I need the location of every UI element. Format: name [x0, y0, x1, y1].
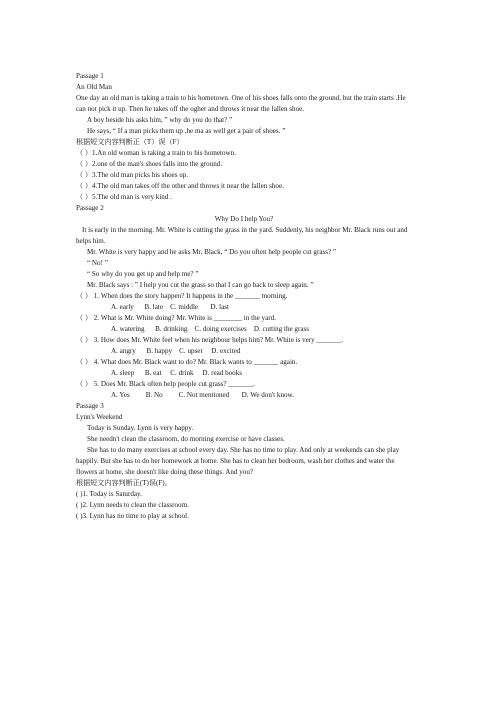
- passage-2-paragraph: Mr. Black says : ” I help you cut the grass so that I can go back to sleep again. ”: [87, 281, 314, 289]
- passage-2-paragraph: “ So why do you get up and help me? ”: [87, 270, 199, 278]
- tf-question: ( )3. Lynn has no time to play at school.: [76, 512, 189, 520]
- tf-question: （ ）3.The old man picks his shoes up.: [76, 171, 189, 179]
- passage-2-paragraph: It is early in the morning. Mr. White is cutting the grass in the yard. Suddenly, his neighbor Mr. Black runs out and helps him.: [76, 226, 408, 245]
- mc-options: A. sleep B. eat C. drink D. read books: [111, 369, 243, 377]
- worksheet-page: [76, 71, 412, 522]
- mc-options: A. angry B. happy C. upset D. excited: [111, 347, 241, 355]
- passage-2-paragraph: Mr. White is very happy and he asks Mr. Black, “ Do you often help people cut grass? ”: [87, 248, 337, 256]
- tf-question: ( )2. Lynn needs to clean the classroom.: [76, 501, 189, 509]
- passage-3-title: Lynn's Weekend: [76, 413, 123, 421]
- mc-question: （ ） 3. How does Mr. White feel when his neighbour helps him? Mr. White is very _______.: [76, 336, 344, 344]
- mc-options: A. watering B. drinking C. doing exercises D. cutting the grass: [111, 325, 310, 333]
- mc-question: （ ） 2. What is Mr. White doing? Mr. White is ________ in the yard.: [76, 314, 276, 322]
- passage-1-title: An Old Man: [76, 83, 112, 91]
- tf-question: （ ）1.An old woman is taking a train to his hometown.: [76, 149, 236, 157]
- passage-3-heading: Passage 3: [76, 402, 104, 410]
- passage-3-instruction: 根据短文内容判断正(T)误(F)。: [76, 479, 172, 487]
- mc-options: A. Yes B. No C. Not mentioned D. We don't know.: [111, 391, 294, 399]
- mc-options: A. early B. late C. middle D. last: [111, 303, 230, 311]
- tf-question: （ ）5.The old man is very kind .: [76, 193, 172, 201]
- passage-1-heading: Passage 1: [76, 72, 104, 80]
- passage-1-paragraph: A boy beside his asks him, ” why do you do that? ”: [87, 116, 233, 124]
- passage-3-paragraph: She needn't clean the classroom, do morning exercise or have classes.: [87, 435, 285, 443]
- mc-question: （ ） 5. Does Mr. Black often help people cut grass? _______.: [76, 380, 255, 388]
- passage-1-paragraph: One day an old man is taking a train to his hometown. One of his shoes falls onto the ground, but the train starts .He can not pick it up. Then he takes off the ogher and throws it near the fallen shoe.: [76, 94, 406, 113]
- passage-1-paragraph: He says, “ If a man picks them up ,he ma as well get a pair of shoes. ”: [87, 127, 286, 135]
- passage-3-paragraph: Today is Sunday. Lynn is very happy.: [87, 424, 194, 432]
- tf-question: ( )1. Today is Saturday.: [76, 490, 142, 498]
- tf-question: （ ）4.The old man takes off the other and throws it near the fallen shoe.: [76, 182, 284, 190]
- passage-2-paragraph: “ No! ”: [87, 259, 108, 267]
- passage-3-paragraph: She has to do many exercises at school every day. She has no time to play. And only at weekends can she play happily. But she has to do her homework at home. She has to clean her bedroom, wash her clothes and water the flowers at home, she doesn't like doing these things. And you?: [76, 446, 400, 476]
- passage-1-instruction: 根据短文内容判断正（T）误（F）: [76, 138, 184, 146]
- passage-2-heading: Passage 2: [76, 204, 104, 212]
- mc-question: （ ） 1. When does the story happen? It happens in the _______ morning.: [76, 292, 288, 300]
- passage-2: [76, 203, 412, 401]
- mc-question: （ ） 4. What does Mr. Black want to do? Mr. Black wants to _______ again.: [76, 358, 298, 366]
- passage-2-title: Why Do I help You?: [214, 215, 274, 223]
- passage-3: [76, 401, 412, 522]
- tf-question: （ ）2.one of the man's shoes falls into the ground.: [76, 160, 223, 168]
- passage-1: [76, 71, 412, 203]
